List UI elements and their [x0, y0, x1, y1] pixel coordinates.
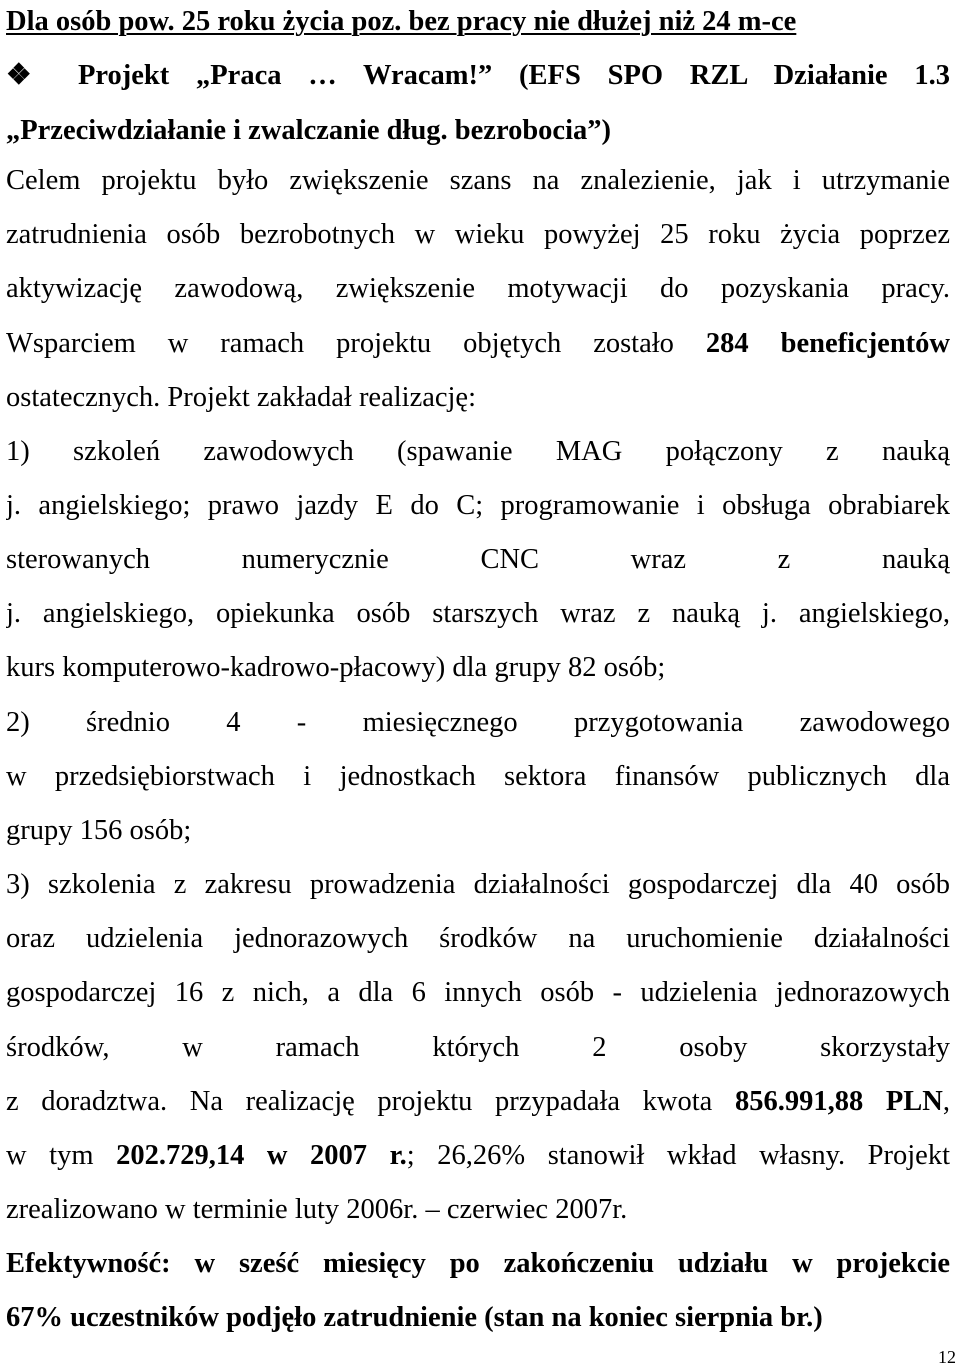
- effectiveness-line-2: 67% uczestników podjęło zatrudnienie (stan na koniec sierpnia br.): [6, 1302, 823, 1333]
- list-item-2-line: 2) średnio 4 - miesięcznego przygotowania zawodowego: [6, 707, 950, 738]
- total-amount: 856.991,88 PLN: [734, 1086, 943, 1117]
- list-item-3-line: środków, w ramach których 2 osoby skorzystały: [6, 1032, 950, 1063]
- body-line-beneficiaries: Wsparciem w ramach projektu objętych zostało 284 beneficjentów: [6, 328, 950, 359]
- list-item-1-line: 1) szkoleń zawodowych (spawanie MAG połączony z nauką: [6, 436, 950, 467]
- body-line: Celem projektu było zwiększenie szans na znalezienie, jak i utrzymanie: [6, 165, 950, 196]
- body-line: aktywizację zawodową, zwiększenie motywacji do pozyskania pracy.: [6, 273, 950, 304]
- heading-target-group: Dla osób pow. 25 roku życia poz. bez pracy nie dłużej niż 24 m-ce: [6, 6, 797, 37]
- project-title-line-2: „Przeciwdziałanie i zwalczanie dług. bezrobocia”): [6, 115, 611, 146]
- list-item-3-line: 3) szkolenia z zakresu prowadzenia działalności gospodarczej dla 40 osób: [6, 869, 950, 900]
- body-line-amount-2007: w tym 202.729,14 w 2007 r.; 26,26% stanowił wkład własny. Projekt: [6, 1140, 950, 1171]
- body-line: zrealizowano w terminie luty 2006r. – czerwiec 2007r.: [6, 1194, 628, 1225]
- page-number: 12: [938, 1347, 956, 1367]
- list-item-1-line: kurs komputerowo-kadrowo-płacowy) dla grupy 82 osób;: [6, 652, 666, 683]
- list-item-1-line: j. angielskiego; prawo jazdy E do C; programowanie i obsługa obrabiarek: [6, 490, 950, 521]
- amount-2007: 202.729,14 w 2007 r.: [116, 1140, 407, 1171]
- beneficiaries-count: 284 beneficjentów: [705, 328, 950, 359]
- list-item-2-line: w przedsiębiorstwach i jednostkach sektora finansów publicznych dla: [6, 761, 950, 792]
- list-item-1-line: j. angielskiego, opiekunka osób starszych wraz z nauką j. angielskiego,: [6, 598, 950, 629]
- list-item-3-line: gospodarczej 16 z nich, a dla 6 innych osób - udzielenia jednorazowych: [6, 977, 950, 1008]
- body-line: zatrudnienia osób bezrobotnych w wieku powyżej 25 roku życia poprzez: [6, 219, 950, 250]
- body-line-amount: z doradztwa. Na realizację projektu przypadała kwota 856.991,88 PLN,: [6, 1086, 950, 1117]
- body-line: ostatecznych. Projekt zakładał realizację:: [6, 382, 476, 413]
- list-item-1-line: sterowanych numerycznie CNC wraz z nauką: [6, 544, 950, 575]
- project-title-line-1: ❖ Projekt „Praca … Wracam!” (EFS SPO RZL Działanie 1.3: [6, 60, 950, 91]
- list-item-2-line: grupy 156 osób;: [6, 815, 192, 846]
- effectiveness-line-1: Efektywność: w sześć miesięcy po zakończeniu udziału w projekcie: [6, 1248, 950, 1279]
- list-item-3-line: oraz udzielenia jednorazowych środków na uruchomienie działalności: [6, 923, 950, 954]
